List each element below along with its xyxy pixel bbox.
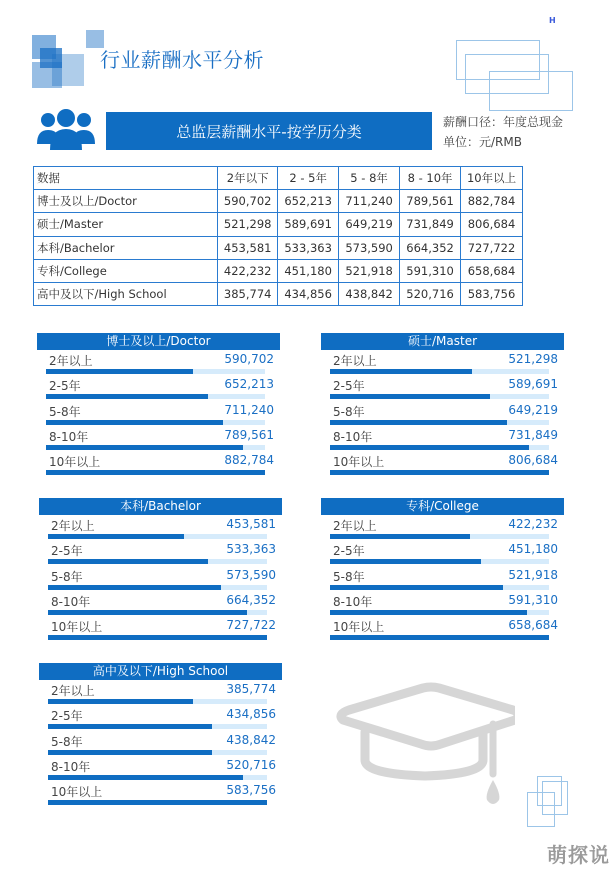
bar-fill	[330, 394, 490, 399]
table-cell: 451,180	[278, 259, 339, 282]
salary-value: 590,702	[224, 352, 274, 366]
panel-row	[321, 566, 564, 591]
table-cell: 591,310	[400, 259, 461, 282]
bar-fill	[330, 420, 507, 425]
experience-label: 10年以上	[49, 455, 101, 470]
brand-watermark: 萌探说	[547, 843, 610, 867]
salary-value: 882,784	[224, 453, 274, 468]
bar-fill	[46, 369, 193, 374]
bar-fill	[330, 369, 472, 374]
experience-label: 10年以上	[51, 785, 103, 800]
panel-row	[321, 401, 564, 426]
salary-panel	[321, 333, 564, 476]
row-label: 硕士/Master	[34, 213, 218, 236]
table-cell: 652,213	[278, 190, 339, 213]
salary-value: 806,684	[508, 453, 558, 468]
salary-value: 711,240	[224, 402, 274, 417]
panel-row	[37, 375, 280, 400]
panel-row	[39, 566, 282, 591]
table-cell: 649,219	[339, 213, 400, 236]
bar-fill	[46, 470, 265, 475]
bar-track	[330, 635, 549, 640]
table-cell: 664,352	[400, 236, 461, 259]
panel-row	[39, 781, 282, 806]
bar-track	[330, 559, 549, 564]
people-group-icon	[36, 108, 96, 152]
bar-track	[330, 534, 549, 539]
bar-track	[48, 699, 267, 704]
experience-label: 10年以上	[333, 620, 385, 635]
panel-title: 专科/College	[321, 498, 564, 515]
bar-track	[48, 559, 267, 564]
experience-label: 8-10年	[51, 594, 91, 609]
salary-value: 589,691	[508, 377, 558, 392]
salary-panel	[39, 663, 282, 806]
table-cell: 589,691	[278, 213, 339, 236]
bar-fill	[330, 585, 503, 590]
bar-track	[48, 800, 267, 805]
salary-value: 451,180	[508, 542, 558, 557]
experience-label: 8-10年	[333, 429, 373, 444]
bar-track	[48, 534, 267, 539]
salary-value: 521,298	[508, 352, 558, 366]
logo-squares	[32, 30, 104, 92]
bar-track	[330, 470, 549, 475]
bar-fill	[48, 750, 212, 755]
experience-label: 2年以上	[333, 354, 377, 368]
bar-fill	[330, 559, 481, 564]
salary-value: 658,684	[508, 618, 558, 633]
table-cell: 521,918	[339, 259, 400, 282]
salary-table	[33, 166, 523, 306]
panel-title: 博士及以上/Doctor	[37, 333, 280, 350]
panel-row	[37, 350, 280, 375]
salary-value: 533,363	[226, 542, 276, 557]
experience-label: 10年以上	[51, 620, 103, 635]
table-header: 8 - 10年	[400, 167, 461, 190]
panel-row	[37, 426, 280, 451]
salary-value: 453,581	[226, 517, 276, 531]
table-cell: 727,722	[461, 236, 523, 259]
bar-fill	[46, 394, 208, 399]
experience-label: 5-8年	[333, 404, 365, 419]
bar-fill	[48, 724, 212, 729]
table-cell: 521,298	[218, 213, 278, 236]
row-label: 专科/College	[34, 259, 218, 282]
panel-row	[39, 731, 282, 756]
bar-fill	[46, 420, 223, 425]
salary-value: 520,716	[226, 757, 276, 772]
table-header: 数据	[34, 167, 218, 190]
table-cell: 438,842	[339, 282, 400, 305]
bar-track	[48, 750, 267, 755]
panel-row	[39, 705, 282, 730]
panel-row	[321, 350, 564, 375]
table-header: 5 - 8年	[339, 167, 400, 190]
table-cell: 533,363	[278, 236, 339, 259]
experience-label: 5-8年	[51, 734, 83, 749]
table-cell: 789,561	[400, 190, 461, 213]
panel-row	[39, 680, 282, 705]
salary-value: 521,918	[508, 567, 558, 582]
salary-value: 434,856	[226, 707, 276, 722]
experience-label: 2年以上	[51, 519, 95, 533]
panel-row	[37, 401, 280, 426]
experience-label: 2年以上	[333, 519, 377, 533]
table-cell: 453,581	[218, 236, 278, 259]
table-cell: 434,856	[278, 282, 339, 305]
bar-fill	[48, 635, 267, 640]
experience-label: 2-5年	[51, 709, 83, 724]
bar-fill	[46, 445, 243, 450]
bar-fill	[330, 445, 529, 450]
salary-value: 438,842	[226, 732, 276, 747]
experience-label: 2年以上	[51, 684, 95, 698]
experience-label: 8-10年	[49, 429, 89, 444]
table-header: 2年以下	[218, 167, 278, 190]
experience-label: 2年以上	[49, 354, 93, 368]
table-header: 2 - 5年	[278, 167, 339, 190]
bar-fill	[48, 585, 221, 590]
panel-title: 本科/Bachelor	[39, 498, 282, 515]
table-row	[34, 213, 523, 236]
bar-track	[330, 585, 549, 590]
table-cell: 422,232	[218, 259, 278, 282]
bar-track	[46, 445, 265, 450]
bar-fill	[48, 775, 243, 780]
salary-value: 789,561	[224, 427, 274, 442]
row-label: 博士及以上/Doctor	[34, 190, 218, 213]
bar-fill	[330, 610, 527, 615]
table-cell: 573,590	[339, 236, 400, 259]
bar-track	[48, 775, 267, 780]
panel-row	[39, 515, 282, 540]
experience-label: 2-5年	[333, 544, 365, 559]
panel-row	[321, 515, 564, 540]
panel-row	[39, 756, 282, 781]
salary-value: 652,213	[224, 377, 274, 392]
section-banner: 总监层薪酬水平-按学历分类	[106, 112, 432, 150]
salary-panel	[39, 498, 282, 641]
salary-value: 422,232	[508, 517, 558, 531]
panel-row	[39, 616, 282, 641]
bar-fill	[48, 699, 193, 704]
table-cell: 385,774	[218, 282, 278, 305]
bar-fill	[330, 470, 549, 475]
table-cell: 882,784	[461, 190, 523, 213]
bar-track	[48, 635, 267, 640]
table-cell: 583,756	[461, 282, 523, 305]
salary-panel	[321, 498, 564, 641]
table-cell: 658,684	[461, 259, 523, 282]
panel-row	[321, 426, 564, 451]
page-marker: H	[549, 16, 556, 25]
bar-track	[330, 369, 549, 374]
experience-label: 5-8年	[333, 569, 365, 584]
bar-track	[46, 394, 265, 399]
salary-value: 573,590	[226, 567, 276, 582]
salary-value: 583,756	[226, 783, 276, 798]
experience-label: 8-10年	[333, 594, 373, 609]
graduation-cap-icon	[335, 668, 515, 808]
panel-row	[321, 451, 564, 476]
row-label: 本科/Bachelor	[34, 236, 218, 259]
salary-value: 727,722	[226, 618, 276, 633]
page-title: 行业薪酬水平分析	[100, 48, 264, 72]
experience-label: 2-5年	[333, 379, 365, 394]
bar-track	[48, 585, 267, 590]
experience-label: 10年以上	[333, 455, 385, 470]
row-label: 高中及以下/High School	[34, 282, 218, 305]
experience-label: 2-5年	[51, 544, 83, 559]
table-cell: 731,849	[400, 213, 461, 236]
bar-track	[330, 445, 549, 450]
table-cell: 590,702	[218, 190, 278, 213]
experience-label: 5-8年	[49, 404, 81, 419]
panel-row	[321, 616, 564, 641]
table-row	[34, 259, 523, 282]
table-cell: 711,240	[339, 190, 400, 213]
bar-track	[330, 610, 549, 615]
table-cell: 520,716	[400, 282, 461, 305]
panel-row	[37, 451, 280, 476]
salary-caliber-note: 薪酬口径：年度总现金	[443, 115, 564, 129]
panel-title: 高中及以下/High School	[39, 663, 282, 680]
unit-note: 单位：元/RMB	[443, 135, 522, 149]
panel-row	[321, 375, 564, 400]
bar-track	[48, 610, 267, 615]
bar-track	[330, 394, 549, 399]
panel-title: 硕士/Master	[321, 333, 564, 350]
bar-fill	[330, 635, 549, 640]
experience-label: 2-5年	[49, 379, 81, 394]
bar-fill	[330, 534, 470, 539]
table-header: 10年以上	[461, 167, 523, 190]
bar-track	[46, 369, 265, 374]
bar-fill	[48, 559, 208, 564]
salary-value: 649,219	[508, 402, 558, 417]
panel-row	[321, 591, 564, 616]
bar-fill	[48, 610, 247, 615]
panel-row	[39, 540, 282, 565]
salary-panel	[37, 333, 280, 476]
panel-row	[39, 591, 282, 616]
experience-label: 8-10年	[51, 759, 91, 774]
bar-fill	[48, 800, 267, 805]
table-header-row	[34, 167, 523, 190]
table-cell: 806,684	[461, 213, 523, 236]
bar-track	[46, 470, 265, 475]
table-row	[34, 236, 523, 259]
salary-value: 385,774	[226, 682, 276, 696]
bar-track	[330, 420, 549, 425]
table-row	[34, 190, 523, 213]
bar-track	[46, 420, 265, 425]
salary-value: 664,352	[226, 592, 276, 607]
experience-label: 5-8年	[51, 569, 83, 584]
salary-value: 591,310	[508, 592, 558, 607]
salary-value: 731,849	[508, 427, 558, 442]
panel-row	[321, 540, 564, 565]
table-row	[34, 282, 523, 305]
bar-track	[48, 724, 267, 729]
bar-fill	[48, 534, 184, 539]
